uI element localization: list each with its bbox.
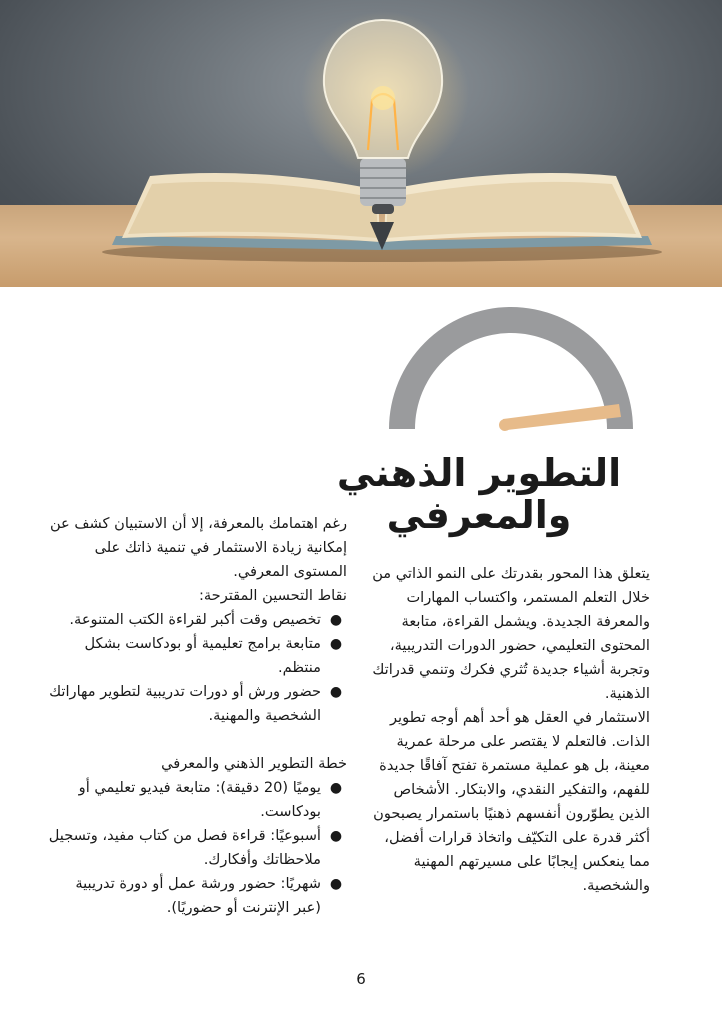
progress-gauge bbox=[385, 305, 645, 440]
list-item: ● تخصيص وقت أكبر لقراءة الكتب المتنوعة. bbox=[47, 608, 321, 632]
intro-text: رغم اهتمامك بالمعرفة، إلا أن الاستبيان كشف عن إمكانية زيادة الاستثمار في تنمية ذاتك على المستوى المعرفي. bbox=[49, 515, 347, 580]
improvements-list bbox=[47, 608, 347, 728]
bullet-icon: ● bbox=[329, 828, 343, 844]
title-line-1: التطوير الذهني bbox=[336, 451, 622, 495]
bullet-icon: ● bbox=[329, 636, 343, 652]
description-paragraph: يتعلق هذا المحور بقدرتك على النمو الذاتي من خلال التعلم المستمر، واكتساب المهارات والمعرفة الجديدة. ويشمل القراءة، متابعة المحتوى التعليمي، حضور الدورات التدريبية، وتجربة أشياء جديدة تُثري فكرك وتنمي قدراتك الذهنية. bbox=[372, 565, 650, 702]
page-number: 6 bbox=[356, 970, 366, 988]
bullet-icon: ● bbox=[329, 876, 343, 892]
list-item: ● أسبوعيًا: قراءة فصل من كتاب مفيد، وتسجيل ملاحظاتك وأفكارك. bbox=[47, 824, 321, 872]
plan-heading: خطة التطوير الذهني والمعرفي bbox=[161, 755, 347, 772]
gauge-needle-hub bbox=[499, 419, 511, 431]
section-title bbox=[329, 452, 629, 536]
bullet-icon: ● bbox=[329, 612, 343, 628]
improvements-heading: نقاط التحسين المقترحة: bbox=[198, 587, 347, 604]
recommendations-column bbox=[47, 512, 347, 920]
list-item: ● يوميًا (20 دقيقة): متابعة فيديو تعليمي أو بودكاست. bbox=[47, 776, 321, 824]
list-item: ● شهريًا: حضور ورشة عمل أو دورة تدريبية (عبر الإنترنت أو حضوريًا). bbox=[47, 872, 321, 920]
gauge-needle bbox=[503, 404, 621, 430]
lightbulb-on-book-icon bbox=[0, 0, 722, 287]
description-column bbox=[372, 562, 650, 898]
spacer bbox=[47, 728, 347, 752]
title-line-2: والمعرفي bbox=[386, 493, 572, 537]
bullet-icon: ● bbox=[329, 684, 343, 700]
description-paragraph: الاستثمار في العقل هو أحد أهم أوجه تطوير الذات. فالتعلم لا يقتصر على مرحلة عمرية معينة، بل هو عملية مستمرة تفتح آفاقًا جديدة للفهم، والتفكير النقدي، والابتكار. الأشخاص الذين يطوّرون أنفسهم ذهنيًا باستمرار يصبحون أكثر قدرة على التكيّف واتخاذ قرارات أفضل، مما ينعكس إيجابًا على مسيرتهم المهنية والشخصية. bbox=[373, 709, 650, 894]
plan-list bbox=[47, 776, 347, 920]
list-item: ● حضور ورش أو دورات تدريبية لتطوير مهاراتك الشخصية والمهنية. bbox=[47, 680, 321, 728]
bullet-icon: ● bbox=[329, 780, 343, 796]
list-item: ● متابعة برامج تعليمية أو بودكاست بشكل منتظم. bbox=[47, 632, 321, 680]
hero-image bbox=[0, 0, 722, 287]
